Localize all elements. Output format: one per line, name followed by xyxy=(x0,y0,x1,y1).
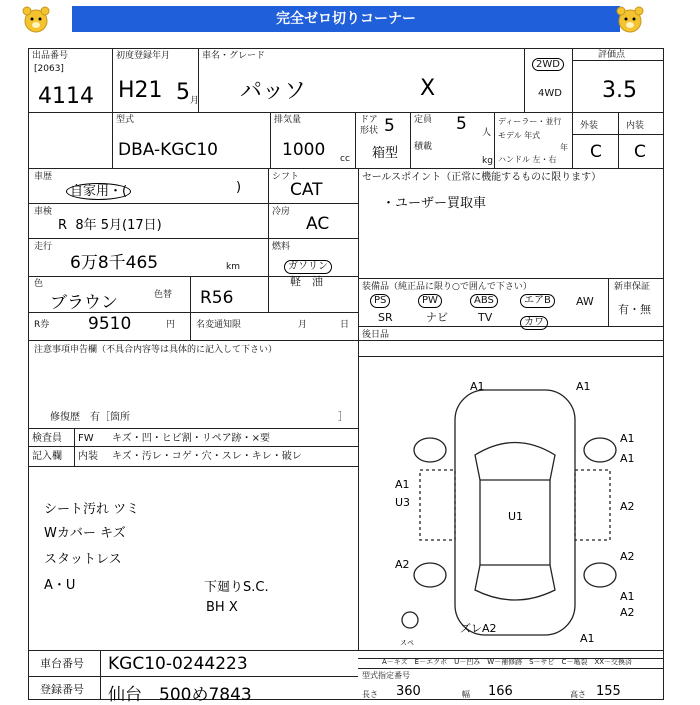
interior-label: 内装 xyxy=(78,451,98,462)
equip-leather-text: カワ xyxy=(520,316,548,330)
damage-mark: A1 xyxy=(580,632,595,645)
capacity-label: 定員 xyxy=(414,115,433,125)
score-value: 3.5 xyxy=(602,78,637,103)
sales-point: ・ユーザー買取車 xyxy=(382,196,487,211)
fuel-label: 燃料 xyxy=(272,242,291,252)
damage-mark: A2 xyxy=(620,606,635,619)
yen-unit: 円 xyxy=(166,320,176,330)
note-5: 下廻りS.C. xyxy=(204,580,269,595)
damage-mark: A1 xyxy=(576,380,591,393)
width-label: 幅 xyxy=(462,690,470,699)
insp-year-unit: 年 xyxy=(83,218,97,233)
lot-label: 出品番号 xyxy=(32,51,69,61)
color-code: R56 xyxy=(200,288,234,308)
drive-4wd: 4WD xyxy=(538,88,562,99)
reg-month: 5 xyxy=(176,80,190,105)
insp-month-unit: 月( xyxy=(109,218,128,233)
model-code: DBA-KGC10 xyxy=(118,140,218,160)
color-change-label: 色替 xyxy=(154,290,173,300)
dist-label: 走行 xyxy=(34,242,53,252)
lot-sub: [2063] xyxy=(34,64,64,74)
ext-label: 外装 xyxy=(580,121,599,131)
damage-mark: A1 xyxy=(470,380,485,393)
color-label: 色 xyxy=(34,279,44,289)
equip-airbag-text: エアB xyxy=(520,294,555,308)
header-title: 完全ゼロ切りコーナー xyxy=(72,6,620,32)
equip-aw: AW xyxy=(576,295,594,308)
note-4: A・U xyxy=(44,578,76,593)
chassis-number: KGC10-0244223 xyxy=(108,654,248,674)
insp-year: 8 xyxy=(75,218,84,233)
damage-mark: A1 xyxy=(395,478,410,491)
reg-label: 初度登録年月 xyxy=(116,51,171,61)
model-label: 型式 xyxy=(116,115,135,125)
equip-pw xyxy=(418,294,442,308)
damage-mark: U1 xyxy=(508,510,524,523)
capacity: 5 xyxy=(456,114,467,134)
day-label: 日 xyxy=(340,320,350,330)
name-label: 車名・グレード xyxy=(202,51,266,61)
gas-text: ガソリン xyxy=(284,260,332,274)
month-label: 月 xyxy=(298,320,308,330)
width-value: 166 xyxy=(488,684,513,699)
gas xyxy=(284,254,332,274)
bear-mascot-icon xyxy=(614,3,646,35)
recycle-fee: 9510 xyxy=(88,314,132,334)
reg-era: H21 xyxy=(118,78,163,103)
use-label: 車歴 xyxy=(34,172,53,182)
damage-mark: A2 xyxy=(395,558,410,571)
equip-ps-text: PS xyxy=(370,294,390,308)
bear-mascot-icon xyxy=(20,3,52,35)
height-label: 高さ xyxy=(570,690,586,699)
damage-mark: U3 xyxy=(395,496,411,509)
ac-label: 冷房 xyxy=(272,207,291,217)
door-label: ドア xyxy=(360,115,378,125)
new-warranty-value: 有・無 xyxy=(618,303,651,316)
inspector-label: 検査員 xyxy=(32,433,62,444)
equip-label: 装備品（純正品に限り○で囲んで下さい） xyxy=(362,282,532,292)
displacement: 1000 xyxy=(282,140,326,160)
insp-date xyxy=(58,214,162,233)
record-label: 記入欄 xyxy=(32,451,62,462)
use-value xyxy=(66,180,131,199)
plate-label: 登録番号 xyxy=(40,683,84,696)
int-label: 内装 xyxy=(626,121,645,131)
damage-mark: A1 xyxy=(620,432,635,445)
notes-title: 注意事項申告欄（不具合内容等は具体的に記入して下さい） xyxy=(34,345,278,355)
chassis-label: 車台番号 xyxy=(40,657,84,670)
damage-mark: A1 xyxy=(620,590,635,603)
equip-ps xyxy=(370,294,390,308)
insp-month: 5 xyxy=(100,218,110,233)
cc-label: 排気量 xyxy=(274,115,302,125)
year-label: 年 xyxy=(560,143,568,152)
equip-leather xyxy=(520,310,548,330)
dealer-label: ディーラー・並行 xyxy=(498,117,562,126)
fw-label: FW xyxy=(78,433,94,444)
type-designation-label: 型式指定番号 xyxy=(362,671,410,680)
equip-tv: TV xyxy=(478,311,493,324)
new-warranty-label: 新車保証 xyxy=(614,282,651,292)
handle-label: ハンドル 左・右 xyxy=(498,155,557,164)
note-6: BH X xyxy=(206,600,238,615)
length-value: 360 xyxy=(396,684,421,699)
damage-legend: A－キズ E－エクボ U－凹み W－補修跡 S－サビ C－亀裂 XX－交換済 xyxy=(382,658,633,666)
int-defects-row: キズ・汚レ・コゲ・穴・スレ・キレ・破レ xyxy=(112,451,302,462)
equip-pw-text: PW xyxy=(418,294,442,308)
ac-value: AC xyxy=(306,214,330,234)
note-1: シート汚れ ツミ xyxy=(44,502,140,517)
doors: 5 xyxy=(384,116,395,136)
recycle-label: R券 xyxy=(34,320,50,330)
equip-abs xyxy=(470,294,498,308)
damage-mark: A2 xyxy=(620,550,635,563)
namechange-label: 名変通知限 xyxy=(196,320,242,330)
kg-unit: kg xyxy=(482,156,493,166)
shift-label: シフト xyxy=(272,172,300,182)
damage-mark: A1 xyxy=(620,452,635,465)
diagram-label: 後日品 xyxy=(362,330,390,340)
insp-day-unit: 日) xyxy=(143,218,162,233)
car-diagram xyxy=(380,370,650,650)
int-grade: C xyxy=(634,142,646,162)
color-value: ブラウン xyxy=(50,293,118,313)
drive-2wd: 2WD xyxy=(532,58,564,71)
body-form: 箱型 xyxy=(372,146,399,161)
lot-number: 4114 xyxy=(38,84,94,109)
insp-day: 17 xyxy=(127,218,144,233)
damage-mark: A2 xyxy=(620,500,635,513)
repair-history: 修復歴 有［箇所 xyxy=(50,412,130,423)
equip-sr: SR xyxy=(378,311,393,324)
equip-airbag xyxy=(520,294,555,308)
use-value-text: 自家用・( xyxy=(66,183,131,200)
length-label: 長さ xyxy=(362,690,378,699)
diesel: 軽 油 xyxy=(290,275,323,288)
capacity-unit: 人 xyxy=(482,128,492,138)
score-label: 評価点 xyxy=(598,50,626,60)
form-label: 形状 xyxy=(360,126,379,136)
reg-month-unit: 月 xyxy=(190,96,200,106)
insp-label: 車検 xyxy=(34,207,53,217)
height-value: 155 xyxy=(596,684,621,699)
car-grade: X xyxy=(420,76,436,101)
sales-label: セールスポイント（正常に機能するものに限ります） xyxy=(362,172,602,183)
ext-grade: C xyxy=(590,142,602,162)
plate-number: 仙台 500め7843 xyxy=(108,685,252,705)
load-label: 積載 xyxy=(414,142,433,152)
cc-unit: cc xyxy=(340,154,350,164)
header xyxy=(0,0,700,38)
equip-navi: ナビ xyxy=(426,311,448,324)
note-3: スタットレス xyxy=(44,552,122,567)
damage-mark: スペ xyxy=(400,639,414,647)
km-unit: km xyxy=(226,262,240,272)
shift-value: CAT xyxy=(290,180,323,200)
repair-close: ］ xyxy=(338,412,348,423)
insp-prefix: R xyxy=(58,218,68,233)
note-2: Wカバー キズ xyxy=(44,526,126,541)
modelyear-label: モデル 年式 xyxy=(498,131,541,140)
equip-abs-text: ABS xyxy=(470,294,498,308)
ext-defects-row: キズ・凹・ヒビ割・リペア跡・×要 xyxy=(112,433,270,444)
use-close: ) xyxy=(236,180,242,195)
mileage: 6万8千465 xyxy=(70,253,159,273)
damage-mark: ズレA2 xyxy=(460,622,497,635)
car-name: パッソ xyxy=(240,79,307,104)
